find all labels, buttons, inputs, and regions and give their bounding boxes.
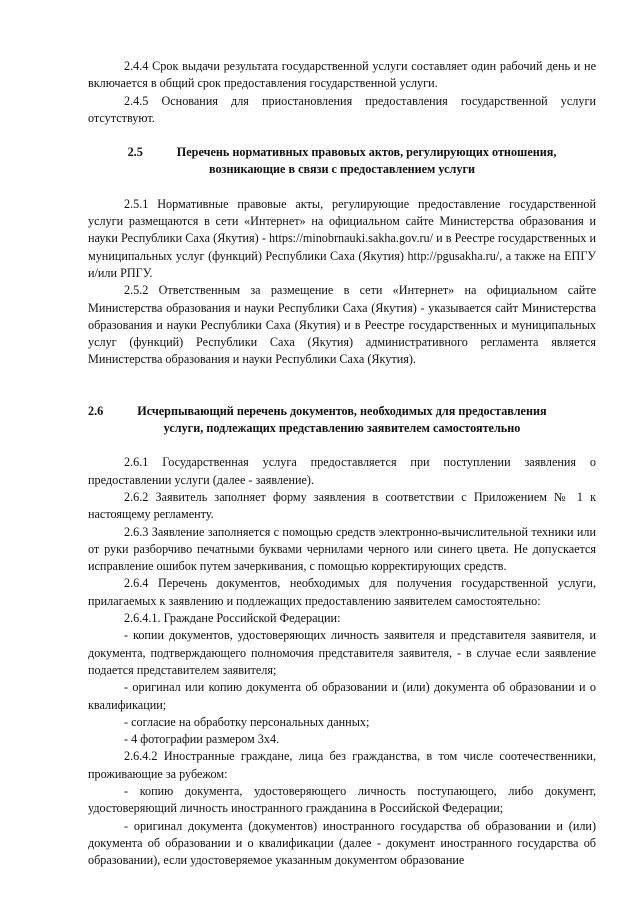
list-item-foreign-id: - копию документа, удостоверяющего личность поступающего, либо документ, удостоверяющий личность иностранного гражданина в Российской Федерации; [88,783,596,816]
section-number: 2.6 [88,403,104,418]
section-number: 2.5 [127,145,143,160]
section-title-line2: возникающие в связи с предоставлением услуги [208,162,476,177]
list-item-id-copies: - копии документов, удостоверяющих личность заявителя и представителя заявителя, и документа, подтверждающего полномочия представителя заявителя, - в случае если заявление подается представителем заявителя; [88,628,596,677]
list-item-consent: - согласие на обработку персональных данных; [124,714,370,729]
section-heading-2-6 [88,403,596,438]
paragraph-2-6-1: 2.6.1 Государственная услуга предоставляется при поступлении заявления о предоставлении услуги (далее - заявление). [88,455,596,487]
paragraph-2-6-2: 2.6.2 Заявитель заполняет форму заявления в соответствии с Приложением № 1 к настоящему регламенту. [88,489,596,522]
paragraph-2-6-4: 2.6.4 Перечень документов, необходимых для получения государственной услуги, прилагаемых к заявлению и подлежащих предоставлению заявителем самостоятельно: [88,576,596,608]
paragraph-2-4-4: 2.4.4 Срок выдачи результата государственной услуги составляет один рабочий день и не включается в общий срок предоставления государственной услуги. [88,59,596,91]
section-title-line1: Исчерпывающий перечень документов, необходимых для предоставления [137,403,547,418]
list-item-photos: - 4 фотографии размером 3х4. [124,732,280,747]
paragraph-2-4-5: 2.4.5 Основания для приостановления предоставления государственной услуги отсутствуют. [88,93,596,125]
section-title-line1: Перечень нормативных правовых актов, регулирующих отношения, [176,145,557,160]
paragraph-2-5-2: 2.5.2 Ответственным за размещение в сети «Интернет» на официальном сайте Министерства образования и науки Республики Саха (Якутия) - указывается сайт Министерства образования и науки Республики Саха (Якутия) и в Реестре государственных и муниципальных услуг (функций) Республики Саха (Якутия) административного регламента является Министерства образования и науки Республики Саха (Якутия). [88,283,596,367]
paragraph-2-6-3: 2.6.3 Заявление заполняется с помощью средств электронно-вычислительной техники или от руки разборчиво печатными буквами чернилами черного или синего цвета. Не допускается исправление ошибок путем зачеркивания, с помощью корректирующих средств. [88,524,596,574]
section-heading-2-5 [88,144,596,179]
paragraph-2-6-4-2: 2.6.4.2 Иностранные граждане, лица без гражданства, в том числе соотечественники, проживающие за рубежом: [88,749,596,781]
section-title-line2: услуги, подлежащих представлению заявителем самостоятельно [163,421,521,436]
paragraph-2-6-4-1: 2.6.4.1. Граждане Российской Федерации: [124,611,341,626]
list-item-foreign-education: - оригинал документа (документов) иностранного государства об образовании и (или) документа об образовании и о квалификации (далее - документ иностранного государства об образовании), если удостоверяемое указанным документом образование [88,818,596,868]
list-item-education-doc: - оригинал или копию документа об образовании и (или) документа об образовании и о квалификации; [88,680,596,712]
paragraph-2-5-1: 2.5.1 Нормативные правовые акты, регулирующие предоставление государственной услуги размещаются в сети «Интернет» на официальном сайте Министерства образования и науки Республики Саха (Якутия) - https://minobrnauki.sakha.gov.ru/ и в Реестре государственных и муниципальных услуг (функций) Республики Саха (Якутия) http://pgusakha.ru/, а также на ЕПГУ и/или РПГУ. [88,196,596,280]
document-page [88,58,596,869]
